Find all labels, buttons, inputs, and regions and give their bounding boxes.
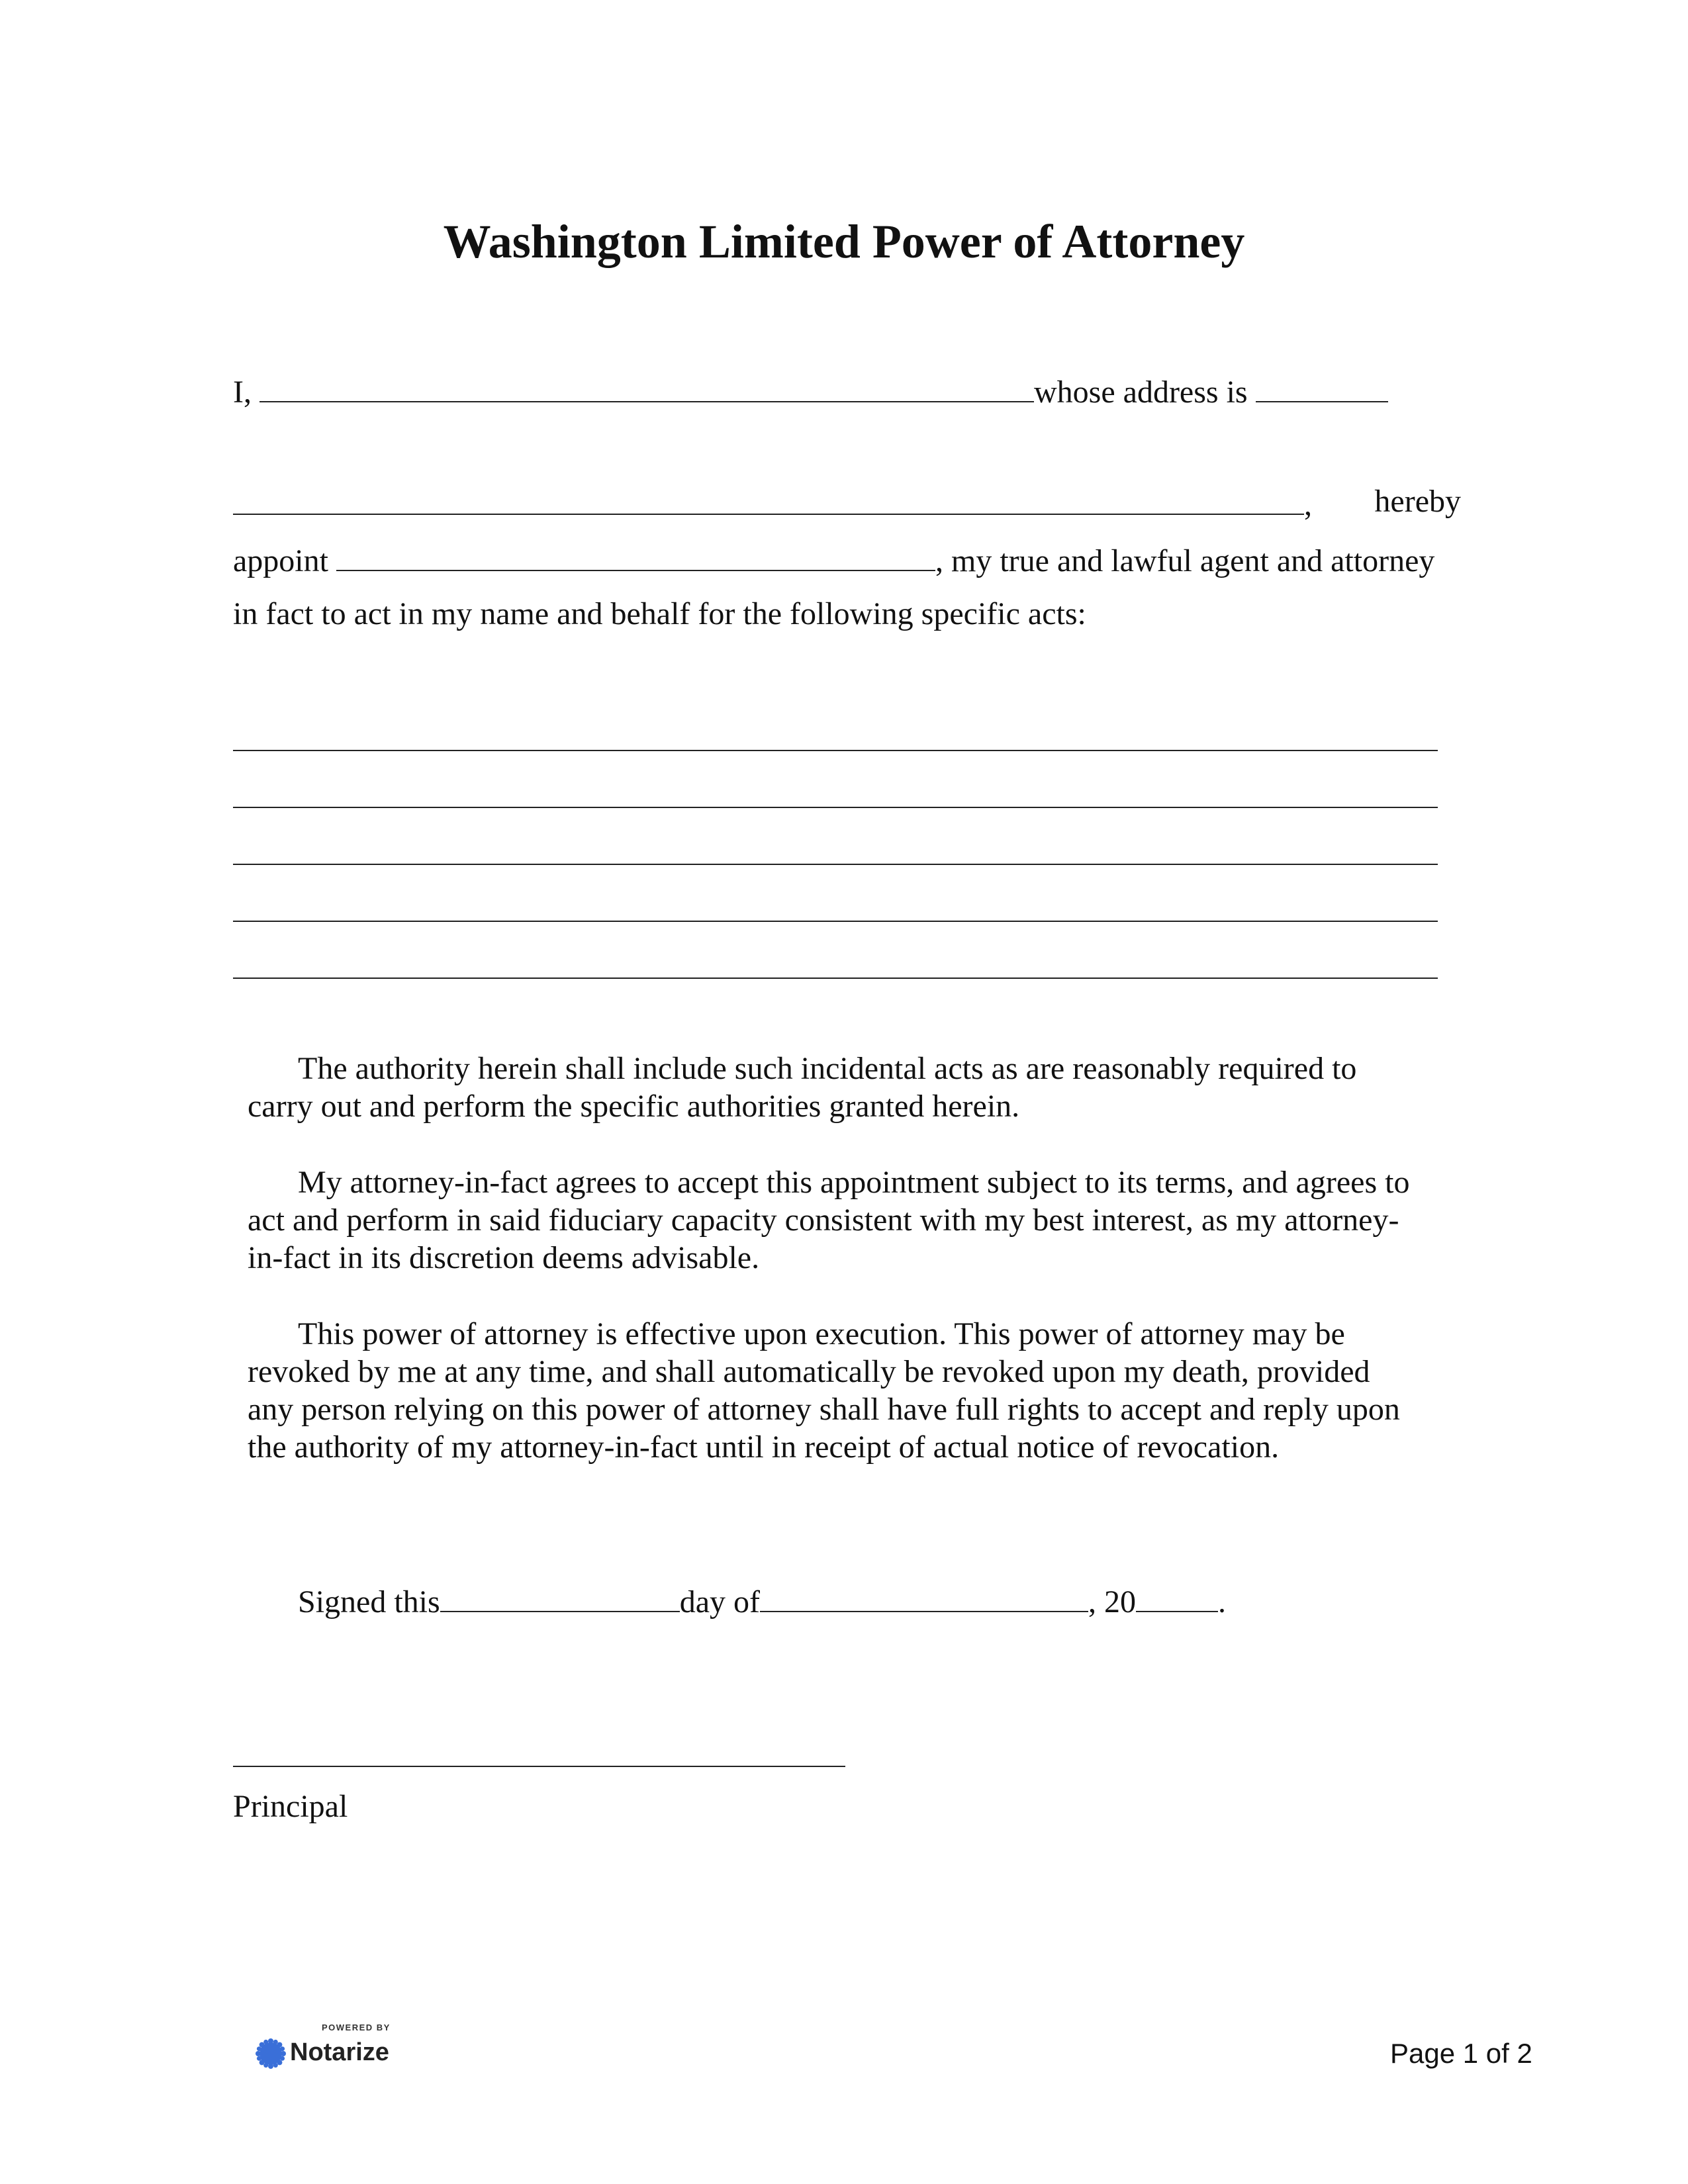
principal-label: Principal <box>233 1789 348 1824</box>
address-comma: , <box>1304 487 1312 522</box>
powered-by-text: POWERED BY <box>322 2023 391 2032</box>
paragraph-effectiveness <box>248 1315 1413 1466</box>
specific-act-line-1[interactable] <box>233 750 1438 751</box>
signed-label: Signed this <box>298 1584 440 1619</box>
specific-acts-intro: in fact to act in my name and behalf for the following specific acts: <box>233 596 1086 631</box>
notarize-seal-icon <box>256 2038 286 2069</box>
paragraph-text: The authority herein shall include such incidental acts as are reasonably required to carry out and perform the specific authorities granted herein. <box>248 1051 1357 1124</box>
appoint-line <box>233 538 1434 581</box>
page-number: Page 1 of 2 <box>1390 2038 1532 2069</box>
appoint-label: appoint <box>233 543 328 578</box>
signed-year-field[interactable] <box>1136 1579 1218 1612</box>
address-label: whose address is <box>1033 375 1248 410</box>
paragraph-text: My attorney-in-fact agrees to accept this appointment subject to its terms, and agrees to act and perform in said fiduciary capacity consistent with my best interest, as my attorney-in-fact in its discretion deems advisable. <box>248 1165 1410 1275</box>
address-field-start[interactable] <box>1256 369 1388 402</box>
signed-day-field[interactable] <box>440 1579 680 1612</box>
specific-act-line-3[interactable] <box>233 864 1438 865</box>
agent-name-field[interactable] <box>336 538 935 571</box>
year-prefix: , 20 <box>1088 1584 1136 1619</box>
signed-period: . <box>1217 1584 1226 1619</box>
hereby-word: hereby <box>1374 484 1461 519</box>
notarize-brand-text: Notarize <box>290 2038 389 2066</box>
notarize-logo <box>256 2020 414 2073</box>
principal-signature-line[interactable] <box>233 1766 845 1767</box>
principal-prefix: I, <box>233 375 252 410</box>
paragraph-incidental-acts <box>248 1050 1413 1125</box>
address-line <box>233 482 1461 525</box>
principal-name-field[interactable] <box>259 369 1034 402</box>
specific-act-line-4[interactable] <box>233 921 1438 922</box>
specific-act-line-2[interactable] <box>233 807 1438 808</box>
signed-month-field[interactable] <box>760 1579 1088 1612</box>
document-title: Washington Limited Power of Attorney <box>443 215 1245 268</box>
specific-act-line-5[interactable] <box>233 978 1438 979</box>
agent-description: , my true and lawful agent and attorney <box>935 543 1435 578</box>
address-field[interactable] <box>233 482 1304 515</box>
principal-line <box>233 369 1388 412</box>
day-of-label: day of <box>679 1584 760 1619</box>
paragraph-acceptance <box>248 1163 1413 1277</box>
paragraph-text: This power of attorney is effective upon execution. This power of attorney may be revoked by me at any time, and shall automatically be revoked upon my death, provided any person relying on this power of attorney shall have full rights to accept and reply upon the authority of my attorney-in-fact until in receipt of actual notice of revocation. <box>248 1316 1400 1465</box>
signed-line <box>298 1579 1226 1622</box>
